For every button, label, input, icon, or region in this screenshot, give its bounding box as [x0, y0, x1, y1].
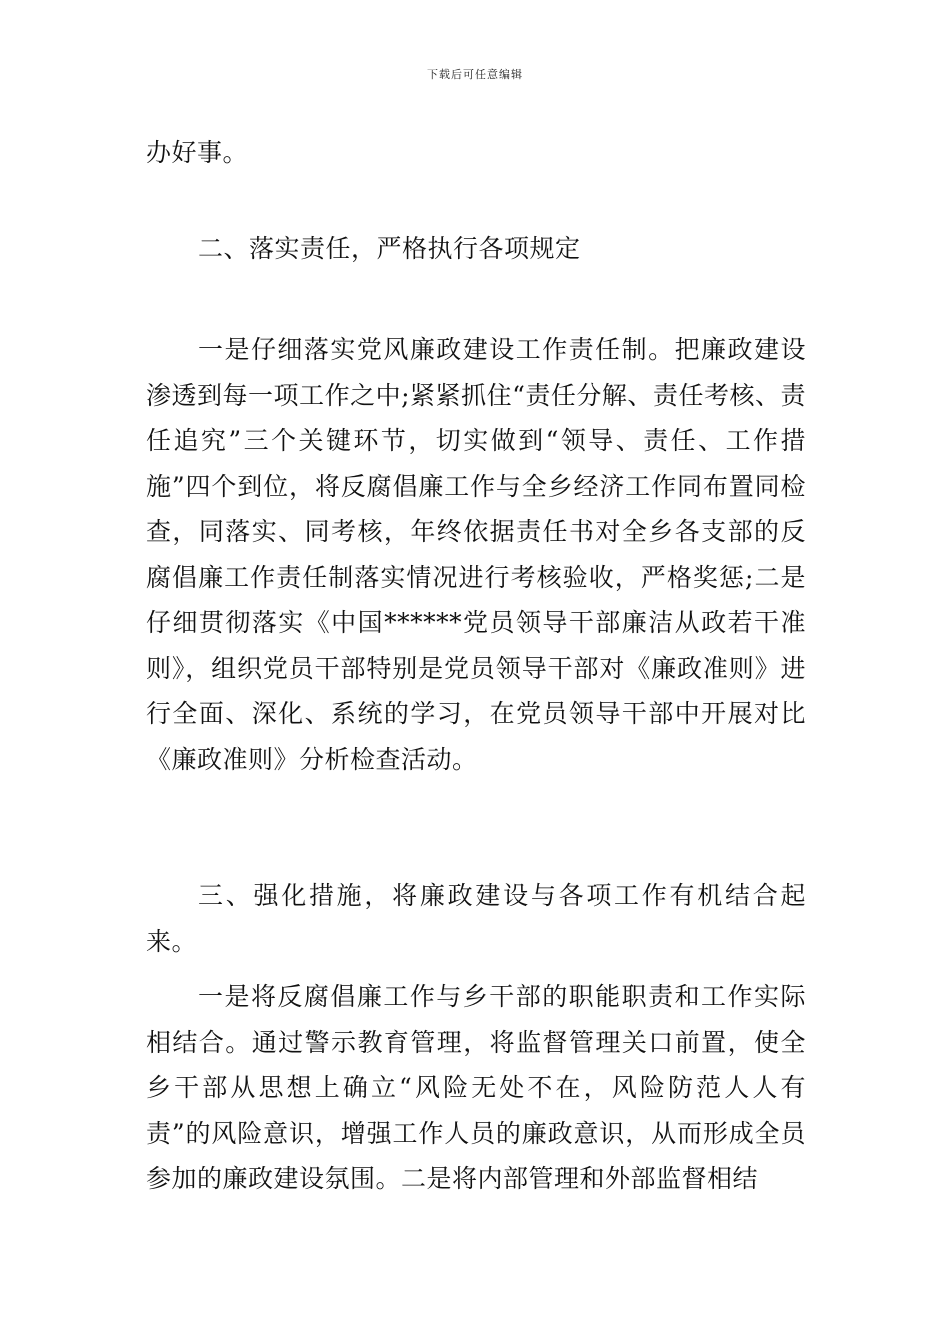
section-heading-2: 二、落实责任，严格执行各项规定: [198, 234, 581, 263]
section-heading-3: 三、强化措施，将廉政建设与各项工作有机结合起来。: [146, 881, 806, 956]
paragraph-body-1: 一是仔细落实党风廉政建设工作责任制。把廉政建设渗透到每一项工作之中;紧紧抓住“责任分解、责任考核、责任追究”三个关键环节，切实做到“领导、责任、工作措施”四个到位，将反腐倡廉工作与全乡经济工作同布置同检查，同落实、同考核，年终依据责任书对全乡各支部的反腐倡廉工作责任制落实情况进行考核验收，严格奖惩;二是仔细贯彻落实《中国******党员领导干部廉洁从政若干准则》，组织党员干部特别是党员领导干部对《廉政准则》进行全面、深化、系统的学习，在党员领导干部中开展对比《廉政准则》分析检查活动。: [146, 335, 806, 774]
paragraph-continuation: 办好事。: [146, 138, 249, 167]
page-header-note: 下载后可任意编辑: [427, 68, 523, 81]
paragraph-body-2: 一是将反腐倡廉工作与乡干部的职能职责和工作实际相结合。通过警示教育管理，将监督管理关口前置，使全乡干部从思想上确立“风险无处不在，风险防范人人有责”的风险意识，增强工作人员的廉政意识，从而形成全员参加的廉政建设氛围。二是将内部管理和外部监督相结: [146, 982, 806, 1193]
